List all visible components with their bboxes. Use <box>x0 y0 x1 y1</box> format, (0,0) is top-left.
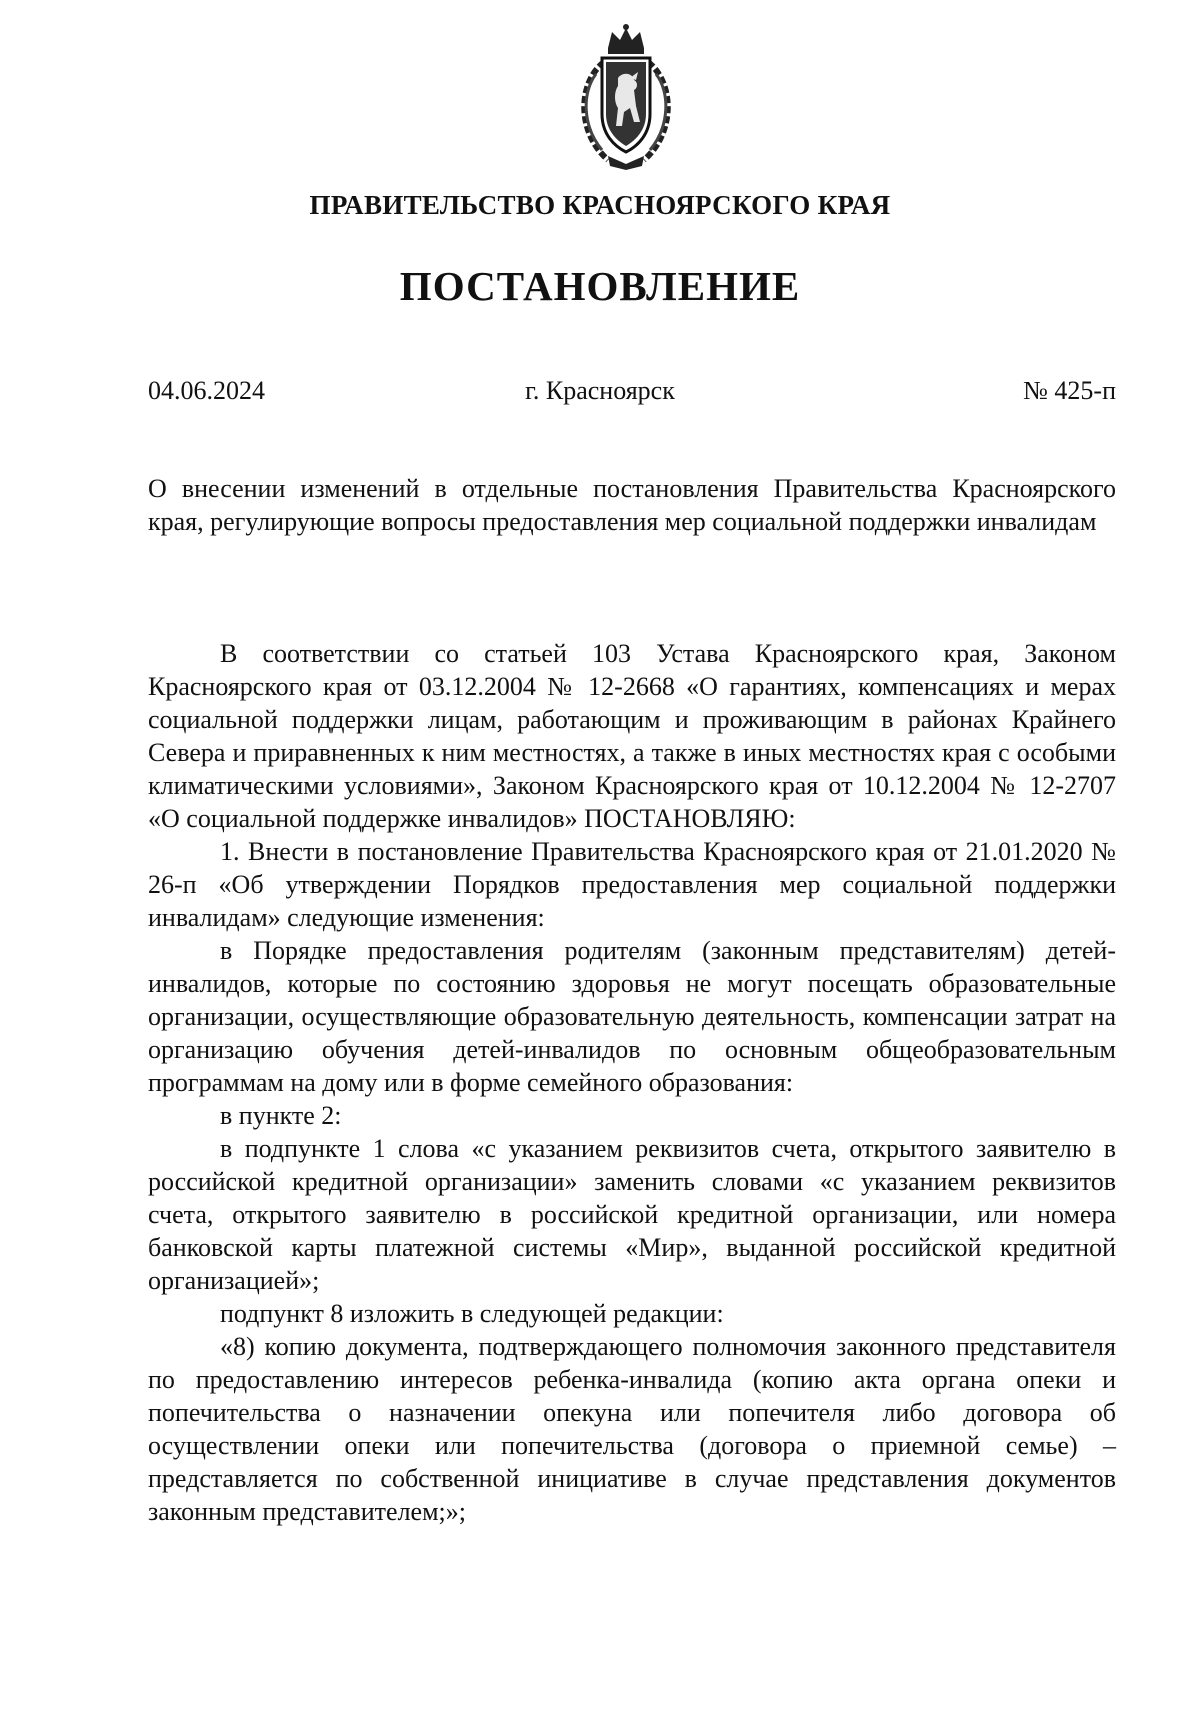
paragraph-procedure: в Порядке предоставления родителям (законным представителям) детей-инвалидов, которые по состоянию здоровья не могут посещать образовательные организации, осуществляющие образовательную деятельность, компенсации затрат на организацию обучения детей-инвалидов по основным общеобразовательным программам на дому или в форме семейного образования: <box>148 936 1116 1097</box>
document-city: г. Красноярск <box>525 376 675 405</box>
document-number: № 425-п <box>1023 376 1116 405</box>
paragraph-subpoint-1: в подпункте 1 слова «с указанием реквизитов счета, открытого заявителю в российской кредитной организации» заменить словами «с указанием реквизитов счета, открытого заявителю в российской кредитной организации, или номера банковской карты платежной системы «Мир», выданной российской кредитной организацией»; <box>148 1134 1116 1295</box>
document-date: 04.06.2024 <box>148 376 265 405</box>
organization-name: ПРАВИТЕЛЬСТВО КРАСНОЯРСКОГО КРАЯ <box>309 190 891 220</box>
coat-of-arms-icon <box>568 22 684 172</box>
document-body <box>148 637 1116 1528</box>
document-type-title: ПОСТАНОВЛЕНИЕ <box>399 263 801 309</box>
paragraph-subpoint-8-intro: подпункт 8 изложить в следующей редакции: <box>220 1299 724 1328</box>
document-subject: О внесении изменений в отдельные постановления Правительства Красноярского края, регулирующие вопросы предоставления мер социальной поддержки инвалидам <box>148 474 1116 536</box>
paragraph-preamble: В соответствии со статьей 103 Устава Красноярского края, Законом Красноярского края от 03.12.2004 № 12-2668 «О гарантиях, компенсациях и мерах социальной поддержки лицам, работающим и проживающим в районах Крайнего Севера и приравненных к ним местностях, а также в иных местностях края с особыми климатическими условиями», Законом Красноярского края от 10.12.2004 № 12-2707 «О социальной поддержке инвалидов» ПОСТАНОВЛЯЮ: <box>148 639 1116 833</box>
paragraph-item-1: 1. Внести в постановление Правительства Красноярского края от 21.01.2020 № 26-п «Об утверждении Порядков предоставления мер социальной поддержки инвалидам» следующие изменения: <box>148 837 1116 932</box>
paragraph-point-2: в пункте 2: <box>220 1101 342 1130</box>
paragraph-subpoint-8-text: «8) копию документа, подтверждающего полномочия законного представителя по предоставлению интересов ребенка-инвалида (копию акта органа опеки и попечительства о назначении опекуна или попечителя либо договора об осуществлении опеки или попечительства (договора о приемной семье) – представляется по собственной инициативе в случае представления документов законным представителем;»; <box>148 1332 1116 1526</box>
